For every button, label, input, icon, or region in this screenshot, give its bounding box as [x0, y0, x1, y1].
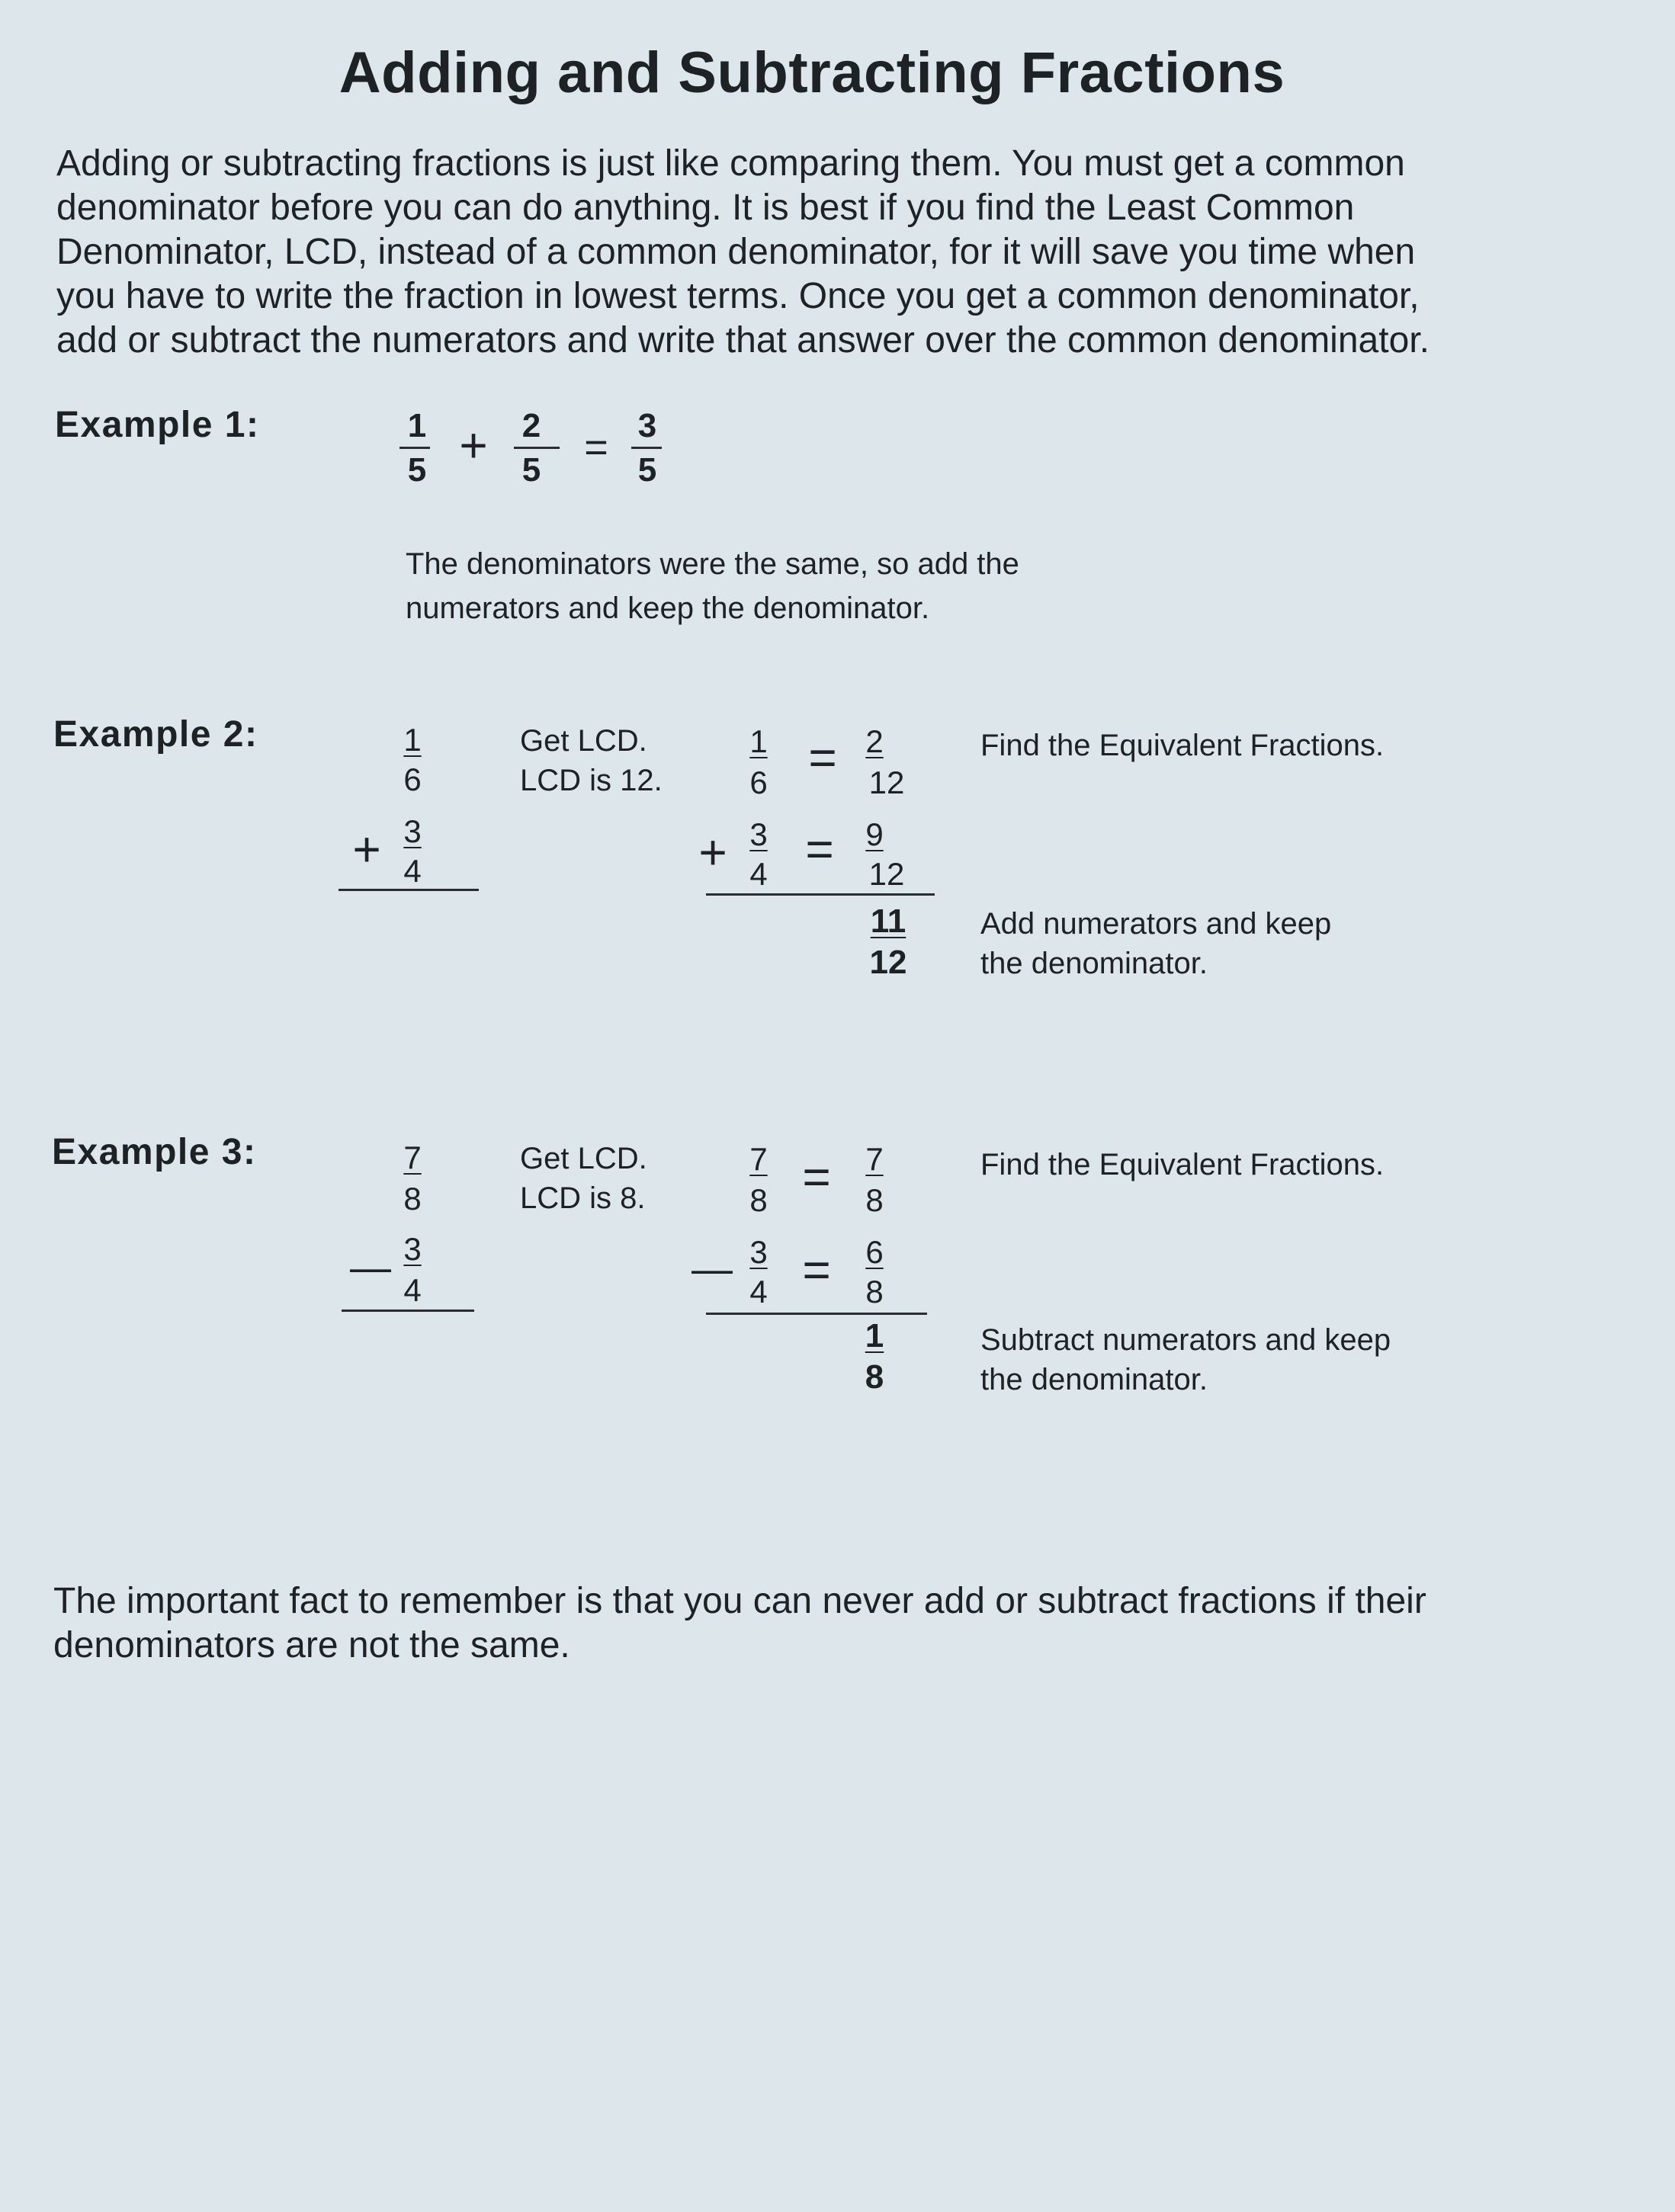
ex3-equiv2-new-denominator: 8	[865, 1274, 884, 1310]
example-2-label: Example 2:	[53, 714, 258, 755]
ex2-lcd-note-line: LCD is 12.	[520, 764, 663, 797]
equals-sign: =	[808, 730, 837, 785]
ex1-fraction1-numerator: 1	[407, 407, 427, 444]
ex2-equiv1-new-numerator: 2	[865, 723, 884, 759]
closing-paragraph	[53, 1579, 1647, 1668]
ex2-fraction2-numerator: 3	[403, 813, 422, 849]
ex1-note-line: numerators and keep the denominator.	[406, 591, 930, 625]
equals-sign: =	[805, 822, 834, 877]
equals-sign: =	[802, 1149, 831, 1204]
minus-sign: —	[350, 1245, 391, 1290]
ex1-note-line: The denominators were the same, so add the	[406, 547, 1019, 581]
ex1-result-numerator: 3	[637, 407, 657, 444]
ex3-result-numerator: 1	[865, 1317, 884, 1354]
ex2-result-note-line: Add numerators and keep	[980, 907, 1332, 941]
sum-line	[339, 889, 479, 891]
ex2-equiv1-numerator: 1	[749, 723, 768, 759]
ex2-result-note-line: the denominator.	[980, 947, 1208, 980]
ex3-result-note-line: the denominator.	[980, 1363, 1208, 1396]
ex2-fraction1-numerator: 1	[403, 722, 422, 758]
ex3-fraction1-numerator: 7	[403, 1140, 422, 1175]
difference-line	[706, 1313, 927, 1315]
ex1-fraction1-denominator: 5	[407, 451, 427, 489]
example-3-label: Example 3:	[52, 1132, 257, 1172]
fraction-bar	[631, 447, 662, 449]
ex2-result-numerator: 11	[870, 902, 906, 940]
fraction-bar	[514, 447, 560, 449]
ex3-equiv1-new-denominator: 8	[865, 1182, 884, 1218]
ex1-result-denominator: 5	[637, 451, 657, 489]
ex3-result-denominator: 8	[865, 1358, 884, 1396]
ex2-fraction2-denominator: 4	[403, 853, 422, 889]
closing-line: denominators are not the same.	[53, 1625, 570, 1665]
intro-line: denominator before you can do anything. It is best if you find the Least Common	[56, 188, 1355, 228]
plus-sign: +	[352, 822, 381, 877]
ex2-fraction1-denominator: 6	[403, 761, 422, 797]
ex3-fraction1-denominator: 8	[403, 1181, 422, 1217]
ex2-equiv1-denominator: 6	[749, 765, 768, 800]
closing-line: The important fact to remember is that you can never add or subtract fractions if their	[53, 1581, 1426, 1621]
ex2-equiv2-new-denominator: 12	[868, 856, 905, 892]
fraction-bar	[399, 447, 430, 449]
intro-line: you have to write the fraction in lowest terms. Once you get a common denominator,	[56, 276, 1420, 316]
ex2-equiv2-numerator: 3	[749, 816, 768, 852]
ex2-lcd-note-line: Get LCD.	[520, 724, 647, 758]
ex3-equiv-note: Find the Equivalent Fractions.	[980, 1148, 1385, 1181]
plus-sign: +	[698, 825, 727, 880]
intro-paragraph	[56, 142, 1627, 363]
page-title: Adding and Subtracting Fractions	[339, 40, 1285, 105]
ex2-result-denominator: 12	[869, 944, 907, 981]
plus-sign: +	[459, 418, 488, 473]
sum-line	[706, 893, 935, 896]
minus-sign: —	[691, 1246, 733, 1292]
ex3-equiv1-numerator: 7	[749, 1141, 768, 1177]
ex2-equiv-note: Find the Equivalent Fractions.	[980, 729, 1385, 762]
ex3-equiv1-denominator: 8	[749, 1182, 768, 1218]
ex3-result-note-line: Subtract numerators and keep	[980, 1323, 1391, 1357]
equals-sign: =	[584, 425, 608, 470]
ex2-equiv1-new-denominator: 12	[868, 765, 905, 800]
ex3-equiv2-denominator: 4	[749, 1274, 768, 1310]
ex3-equiv1-new-numerator: 7	[865, 1141, 884, 1177]
ex3-lcd-note-line: Get LCD.	[520, 1142, 647, 1175]
ex3-equiv2-new-numerator: 6	[865, 1234, 884, 1270]
intro-line: Denominator, LCD, instead of a common denominator, for it will save you time when	[56, 232, 1416, 272]
ex3-fraction2-denominator: 4	[403, 1272, 422, 1308]
difference-line	[342, 1310, 474, 1312]
intro-line: Adding or subtracting fractions is just like comparing them. You must get a common	[56, 143, 1405, 184]
ex3-equiv2-numerator: 3	[749, 1234, 768, 1270]
ex1-fraction2-denominator: 5	[521, 451, 541, 489]
example-1-label: Example 1:	[55, 405, 260, 445]
ex2-equiv2-new-numerator: 9	[865, 816, 884, 852]
ex2-equiv2-denominator: 4	[749, 856, 768, 892]
ex3-fraction2-numerator: 3	[403, 1231, 422, 1267]
ex3-lcd-note-line: LCD is 8.	[520, 1181, 646, 1215]
ex1-fraction2-numerator: 2	[521, 407, 541, 444]
intro-line: add or subtract the numerators and write that answer over the common denominator.	[56, 320, 1430, 361]
equals-sign: =	[802, 1242, 831, 1297]
